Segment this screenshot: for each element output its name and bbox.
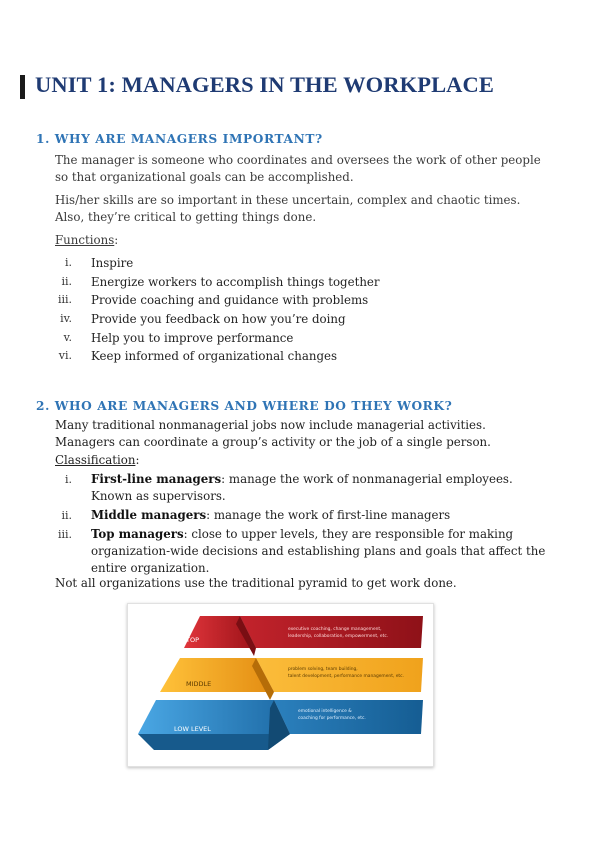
term: Middle managers (91, 508, 207, 522)
term-colon: : (183, 527, 188, 541)
list-text (91, 526, 571, 577)
list-text (91, 471, 571, 505)
top-band-desc-line: leadership, collaboration, empowerment, etc. (288, 634, 389, 639)
low-band-desc-line: emotional intelligence & (298, 709, 352, 714)
list-text (91, 507, 571, 524)
term-colon: : (221, 472, 226, 486)
list-text: Keep informed of organizational changes (91, 349, 338, 364)
pyramid-diagram (128, 604, 433, 766)
text-line: manage the work of nonmanagerial employees. (225, 472, 513, 486)
list-number: v. (63, 330, 72, 344)
list-text: Provide coaching and guidance with problems (91, 293, 369, 308)
text-line: so that organizational goals can be accomplished. (55, 170, 354, 184)
list-number: iv. (60, 312, 72, 326)
list-text: Help you to improve performance (91, 330, 294, 345)
list-text: Energize workers to accomplish things together (91, 274, 380, 289)
classification-label-text: Classification (55, 453, 136, 467)
closing-text: Not all organizations use the traditional pyramid to get work done. (55, 576, 457, 590)
text-line: Managers can coordinate a group’s activity or the job of a single person. (55, 435, 491, 449)
low-tier-label: LOW LEVEL (174, 725, 211, 733)
low-tier-base (138, 734, 290, 750)
page-title: UNIT 1: MANAGERS IN THE WORKPLACE (35, 72, 494, 97)
list-text: Inspire (91, 256, 134, 270)
text-line: manage the work of first-line managers (210, 508, 451, 522)
section-1-paragraph-1 (55, 152, 575, 186)
top-tier-label: TOP (186, 636, 200, 644)
middle-band-desc-line: problem solving, team building, (288, 667, 358, 672)
list-number: i. (64, 256, 72, 269)
functions-label (55, 233, 118, 247)
top-band-desc-line: executive coaching, change management, (288, 627, 382, 632)
section-2-heading: 2. WHO ARE MANAGERS AND WHERE DO THEY WORK? (36, 399, 453, 413)
functions-label-text: Functions (55, 233, 115, 247)
text-line: His/her skills are so important in these uncertain, complex and chaotic times. (55, 193, 521, 207)
middle-band-desc-line: talent development, performance management, etc. (288, 674, 404, 679)
text-line: Many traditional nonmanagerial jobs now include managerial activities. (55, 418, 486, 432)
section-1-paragraph-2 (55, 192, 575, 226)
title-accent-bar (20, 75, 25, 99)
classification-label-colon: : (135, 453, 140, 467)
list-number: iii. (57, 528, 72, 541)
list-number: iii. (57, 293, 72, 307)
top-level-band (240, 616, 423, 648)
list-number: vi. (58, 349, 72, 363)
text-line: organization-wide decisions and establishing plans and goals that affect the (91, 544, 546, 558)
list-number: ii. (61, 274, 72, 288)
term: Top managers (91, 527, 184, 541)
classification-label (55, 453, 139, 467)
section-1-heading: 1. WHY ARE MANAGERS IMPORTANT? (36, 132, 323, 146)
section-2-intro (55, 417, 575, 451)
term-colon: : (206, 508, 211, 522)
text-line: entire organization. (91, 561, 210, 575)
middle-tier-label: MIDDLE (186, 680, 212, 688)
term: First-line managers (91, 472, 222, 486)
text-line: Known as supervisors. (91, 489, 226, 503)
functions-label-colon: : (114, 233, 119, 247)
text-line: Also, they’re critical to getting things done. (55, 210, 317, 224)
low-tier (138, 700, 290, 734)
text-line: close to upper levels, they are responsible for making (187, 527, 514, 541)
pyramid-figure (127, 603, 434, 767)
text-line: The manager is someone who coordinates and oversees the work of other people (55, 153, 541, 167)
low-band-desc-line: coaching for performance, etc. (298, 716, 366, 721)
list-number: ii. (61, 509, 72, 522)
list-text: Provide you feedback on how you’re doing (91, 312, 346, 327)
list-number: i. (64, 473, 72, 486)
